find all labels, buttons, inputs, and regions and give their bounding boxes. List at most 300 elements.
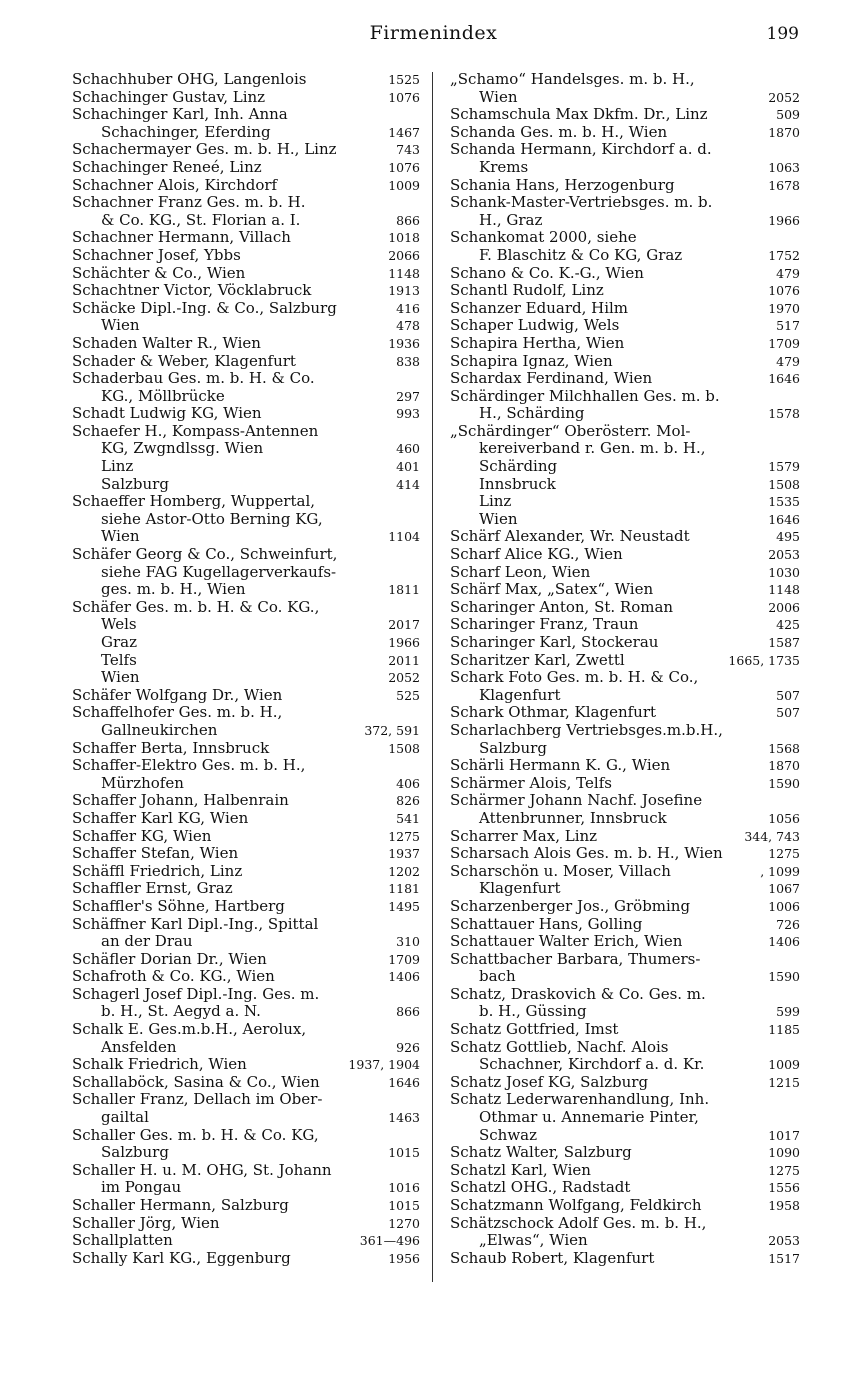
entry-line: Schäfer Georg & Co., Schweinfurt, [72,545,338,564]
index-entry [72,546,420,599]
entry-pages: 1063 [768,159,800,175]
entry-pages: 1076 [768,283,800,299]
entry-line: Gallneukirchen [101,720,218,739]
entry-line: Schärding [479,457,558,476]
entry-line: Scharzenberger Jos., Gröbming [450,896,691,915]
entry-pages: 2017 [388,617,420,633]
entry-name [450,863,754,881]
entry-line: Wels [101,615,137,634]
index-entry [72,704,420,739]
entry-name [72,704,358,739]
entry-line: Scharinger Anton, St. Roman [450,597,674,616]
entry-name [72,229,382,247]
entry-name [450,528,770,546]
entry-line: Graz [101,633,137,651]
index-entry [450,335,800,353]
entry-name [450,933,762,951]
entry-pages: 1009 [388,177,420,193]
entry-line: Schatzmann Wolfgang, Feldkirch [450,1196,702,1214]
entry-line: Ansfelden [101,1037,177,1056]
index-entry [450,177,800,195]
entry-line: Schankomat 2000, siehe [450,228,637,247]
entry-pages: 414 [396,476,420,492]
entry-line: Scharlachberg Vertriebsges.m.b.H., [450,720,723,739]
entry-line: „Schamo“ Handelsges. m. b. H., [450,70,695,88]
entry-pages: 1646 [768,371,800,387]
index-entry [450,1215,800,1250]
entry-line: b. H., Güssing [479,1002,587,1021]
entry-pages: 1148 [388,265,420,281]
entry-name [72,1091,382,1126]
index-entry [72,599,420,634]
entry-line: Schano & Co. K.-G., Wien [450,263,644,282]
entry-name [450,317,770,335]
index-entry [72,968,420,986]
entry-line: „Schärdinger“ Oberösterr. Mol- [450,421,691,440]
index-entry [450,71,800,106]
entry-line: Krems [479,157,529,176]
entry-line: Schatzl Karl, Wien [450,1160,591,1179]
entry-name [72,634,382,652]
entry-line: Schachinger Reneé, Linz [72,157,262,176]
entry-pages: 838 [396,353,420,369]
left-index-column [72,71,420,1267]
entry-pages: 1665, 1735 [728,652,800,668]
entry-pages: 344, 743 [744,828,800,844]
entry-line: Schaper Ludwig, Wels [450,316,620,335]
entry-line: Schärdinger Milchhallen Ges. m. b. [450,386,720,405]
entry-line: & Co. KG., St. Florian a. I. [101,210,301,229]
entry-name [72,898,382,916]
entry-pages: 1870 [768,758,800,774]
entry-line: bach [479,967,516,986]
entry-name [72,1021,390,1056]
index-entry [72,1056,420,1074]
entry-line: an der Drau [101,932,193,951]
entry-name [72,423,390,458]
entry-line: Schaden Walter R., Wien [72,333,261,352]
entry-pages: 1017 [768,1127,800,1143]
index-entry [450,476,800,494]
entry-pages: 479 [776,353,800,369]
entry-name [72,89,382,107]
index-entry [450,828,800,846]
entry-pages: 361—496 [359,1233,420,1249]
entry-name [72,599,382,634]
index-entry [450,388,800,423]
index-entry [450,792,800,827]
entry-pages: 1076 [388,89,420,105]
entry-name [72,106,382,141]
entry-name [450,370,762,388]
entry-name [72,687,390,705]
entry-line: Scharf Leon, Wien [450,562,591,581]
entry-name [72,740,382,758]
index-entry [72,1250,420,1268]
entry-pages: 993 [396,406,420,422]
entry-name [450,792,762,827]
entry-line: Wien [479,87,518,106]
index-entry [72,141,420,159]
index-entry [450,194,800,229]
index-entry [450,757,800,775]
index-entry [450,282,800,300]
entry-line: Salzburg [101,474,169,493]
column-divider [432,72,433,1282]
entry-name [450,141,762,176]
index-entry [72,757,420,792]
entry-name [450,335,762,353]
index-entry [72,792,420,810]
index-entry [72,687,420,705]
entry-pages: 517 [776,318,800,334]
entry-pages: 866 [396,1004,420,1020]
entry-line: Schäfer Ges. m. b. H. & Co. KG., [72,597,320,616]
entry-pages: 1148 [768,582,800,598]
index-entry [450,669,800,704]
entry-name [450,757,762,775]
entry-line: Schäffl Friedrich, Linz [72,861,243,880]
index-entry [72,493,420,546]
entry-name [450,986,770,1021]
index-entry [450,1144,800,1162]
entry-line: Schäfer Wolfgang Dr., Wien [72,685,283,704]
entry-name [450,845,762,863]
entry-line: Schatzl OHG., Radstadt [450,1178,631,1197]
entry-name [450,616,770,634]
index-entry [72,1197,420,1215]
entry-line: Schäfler Dorian Dr., Wien [72,949,267,968]
entry-name [72,1162,382,1197]
index-entry [450,229,800,264]
entry-pages: 1275 [768,1162,800,1178]
entry-pages: 507 [776,705,800,721]
entry-line: Schally Karl KG., Eggenburg [72,1248,291,1267]
entry-pages: 2053 [768,547,800,563]
index-entry [72,1074,420,1092]
entry-line: Schaffler's Söhne, Hartberg [72,896,285,915]
entry-name [72,968,382,986]
entry-pages: 1104 [388,529,420,545]
entry-pages: 1525 [388,72,420,87]
entry-name [72,757,390,792]
entry-name [72,317,390,335]
index-entry [72,1215,420,1233]
entry-name [72,1232,354,1250]
index-entry [450,652,800,670]
entry-name [72,493,382,546]
entry-name [72,177,382,195]
entry-line: Schanzer Eduard, Hilm [450,298,629,317]
entry-name [450,1039,762,1074]
entry-pages: 1015 [388,1198,420,1213]
entry-pages: 1709 [388,951,420,967]
entry-line: Schatz Lederwarenhandlung, Inh. [450,1090,710,1109]
entry-line: Schachner Alois, Kirchdorf [72,175,278,194]
entry-pages: 460 [396,441,420,457]
entry-pages: 1015 [388,1145,420,1161]
index-entry [72,282,420,300]
entry-line: siehe FAG Kugellagerverkaufs- [101,562,337,581]
entry-line: Schachtner Victor, Vöcklabruck [72,281,312,300]
entry-line: Schalk Friedrich, Wien [72,1055,247,1074]
entry-name [72,458,390,476]
entry-line: Scharinger Karl, Stockerau [450,633,659,651]
index-entry [72,194,420,229]
index-entry [450,863,800,881]
entry-line: Klagenfurt [479,879,561,898]
entry-line: Schatz Josef KG, Salzburg [450,1072,649,1091]
entry-line: Schachinger, Eferding [101,122,271,141]
entry-name [450,880,762,898]
entry-pages: 2053 [768,1233,800,1249]
index-entry [450,916,800,934]
index-entry [72,916,420,951]
entry-line: Schagerl Josef Dipl.-Ing. Ges. m. [72,984,320,1003]
entry-line: Schaffler Ernst, Graz [72,879,233,898]
entry-pages: 1056 [768,810,800,826]
entry-line: Schatz, Draskovich & Co. Ges. m. [450,984,706,1003]
entry-pages: 1067 [768,881,800,897]
entry-line: Schaffer Stefan, Wien [72,844,239,863]
entry-name [72,880,382,898]
entry-line: Schätzschock Adolf Ges. m. b. H., [450,1213,707,1232]
entry-name [450,229,762,264]
entry-line: Schärf Max, „Satex“, Wien [450,580,654,599]
entry-line: Schanda Hermann, Kirchdorf a. d. [450,140,712,159]
index-entry [72,159,420,177]
index-entry [72,335,420,353]
entry-name [450,265,770,283]
entry-name [72,792,390,810]
entry-line: F. Blaschitz & Co KG, Graz [479,245,683,264]
index-entry [450,370,800,388]
entry-pages: 1535 [768,494,800,510]
index-entry [72,265,420,283]
entry-line: Schania Hans, Herzogenburg [450,175,675,194]
entry-pages: 1467 [388,124,420,140]
entry-name [72,247,382,265]
entry-name [450,1179,762,1197]
index-entry [72,229,420,247]
index-entry [72,986,420,1021]
entry-line: Schallaböck, Sasina & Co., Wien [72,1072,320,1091]
entry-name [72,405,390,423]
entry-name [450,388,762,423]
entry-line: Linz [479,492,512,511]
entry-pages: 2011 [388,652,420,668]
entry-pages: 1275 [768,846,800,862]
entry-name [72,1215,382,1233]
entry-pages: 1646 [388,1074,420,1090]
entry-line: „Elwas“, Wien [479,1231,588,1250]
index-entry [72,810,420,828]
entry-pages: 2006 [768,599,800,615]
entry-pages: 1202 [388,863,420,879]
entry-name [72,669,382,687]
entry-name [450,1021,762,1039]
index-entry [72,423,420,458]
entry-pages: 1215 [768,1074,800,1090]
entry-pages: 1009 [768,1057,800,1073]
entry-pages: 1270 [388,1215,420,1231]
entry-line: Telfs [101,650,137,669]
entry-line: Scharf Alice KG., Wien [450,545,623,564]
index-entry [72,106,420,141]
entry-line: Schaller Jörg, Wien [72,1213,220,1232]
entry-name [450,194,762,229]
entry-pages: 310 [396,934,420,950]
entry-name [72,810,390,828]
index-entry [450,951,800,986]
entry-line: Schark Othmar, Klagenfurt [450,703,657,722]
index-entry [450,1162,800,1180]
entry-name [450,177,762,195]
entry-pages: 297 [396,388,420,404]
index-entry [450,423,800,476]
entry-line: Schader & Weber, Klagenfurt [72,351,296,370]
entry-line: Schank-Master-Vertriebsges. m. b. [450,193,713,212]
index-entry [72,177,420,195]
entry-line: Schaller H. u. M. OHG, St. Johann [72,1160,332,1179]
index-entry [450,511,800,529]
entry-pages: 1517 [768,1250,800,1266]
entry-line: Schaller Hermann, Salzburg [72,1196,289,1214]
entry-pages: 743 [396,142,420,158]
entry-line: Innsbruck [479,474,556,493]
entry-pages: 826 [396,793,420,809]
index-entry [72,1232,420,1250]
entry-line: Schark Foto Ges. m. b. H. & Co., [450,668,699,687]
entry-line: Salzburg [101,1143,169,1162]
index-entry [72,247,420,265]
entry-line: Wien [101,527,140,546]
entry-line: kereiverband r. Gen. m. b. H., [479,439,706,458]
entry-pages: 1018 [388,230,420,246]
index-entry [450,880,800,898]
entry-line: Schaffer KG, Wien [72,826,212,845]
entry-pages: 1970 [768,300,800,316]
index-entry [72,1021,420,1056]
entry-line: Mürzhofen [101,773,184,792]
entry-line: Wien [101,316,140,335]
entry-name [450,898,762,916]
entry-name [450,1144,762,1162]
entry-line: Scharinger Franz, Traun [450,615,639,634]
right-index-column [450,71,800,1267]
entry-name [72,986,390,1021]
index-entry [450,493,800,511]
entry-pages: 1076 [388,159,420,175]
entry-line: Schalk E. Ges.m.b.H., Aerolux, [72,1020,307,1039]
entry-name [450,546,762,564]
index-entry [450,1179,800,1197]
entry-pages: 1508 [388,740,420,756]
entry-pages: 1811 [388,582,420,598]
index-entry [72,71,420,89]
entry-name [450,1197,762,1215]
entry-pages: 525 [396,687,420,703]
entry-line: Schanda Ges. m. b. H., Wien [450,122,668,141]
entry-line: Othmar u. Annemarie Pinter, [479,1108,699,1127]
entry-line: Schaffer Berta, Innsbruck [72,738,270,757]
entry-line: KG., Möllbrücke [101,386,225,405]
entry-name [72,265,382,283]
index-entry [72,1091,420,1126]
index-entry [450,1039,800,1074]
entry-line: Schärli Hermann K. G., Wien [450,756,671,775]
entry-name [450,300,762,318]
entry-pages: 726 [776,916,800,932]
entry-pages: 1568 [768,740,800,756]
entry-pages: 1030 [768,564,800,580]
entry-name [450,493,762,511]
entry-name [450,951,762,986]
entry-line: Schachinger Karl, Inh. Anna [72,105,288,124]
entry-name [72,476,390,494]
entry-name [450,581,762,599]
entry-name [72,546,382,599]
entry-pages: 1463 [388,1110,420,1126]
entry-name [450,282,762,300]
entry-line: KG, Zwgndlssg. Wien [101,439,264,458]
entry-line: Salzburg [479,738,547,757]
entry-name [450,828,738,846]
entry-name [72,1127,382,1162]
entry-name [72,335,382,353]
entry-name [450,71,762,106]
entry-name [450,1215,762,1250]
entry-line: Schadt Ludwig KG, Wien [72,404,262,423]
entry-line: Schäcke Dipl.-Ing. & Co., Salzburg [72,298,337,317]
index-entry [72,317,420,335]
entry-name [72,282,382,300]
entry-pages: 866 [396,212,420,228]
entry-line: Schachner Hermann, Villach [72,228,291,247]
entry-pages: 1181 [388,881,420,897]
entry-line: Klagenfurt [479,685,561,704]
entry-name [450,775,762,793]
entry-pages: 1966 [388,635,420,650]
entry-line: Schachhuber OHG, Langenlois [72,70,307,88]
index-entry [72,476,420,494]
index-entry [450,353,800,371]
entry-pages: 1709 [768,335,800,351]
entry-pages: 495 [776,529,800,545]
entry-line: Schaffer Johann, Halbenrain [72,791,289,810]
entry-name [450,1162,762,1180]
entry-pages: 1556 [768,1180,800,1196]
entry-pages: 541 [396,810,420,826]
entry-name [72,71,382,89]
entry-name [450,353,770,371]
entry-line: Scharrer Max, Linz [450,826,598,845]
entry-name [450,511,762,529]
entry-line: ges. m. b. H., Wien [101,580,246,599]
entry-line: Schafroth & Co. KG., Wien [72,967,275,986]
entry-pages: 416 [396,300,420,316]
index-entry [450,599,800,617]
entry-line: Wien [101,668,140,687]
entry-line: Schärmer Alois, Telfs [450,773,612,792]
entry-pages: 2052 [768,89,800,105]
entry-name [72,1250,382,1268]
entry-name [450,476,762,494]
entry-line: Schärmer Johann Nachf. Josefine [450,791,703,810]
entry-pages: 2066 [388,247,420,263]
entry-line: Schwaz [479,1125,538,1144]
entry-pages: 1587 [768,635,800,650]
